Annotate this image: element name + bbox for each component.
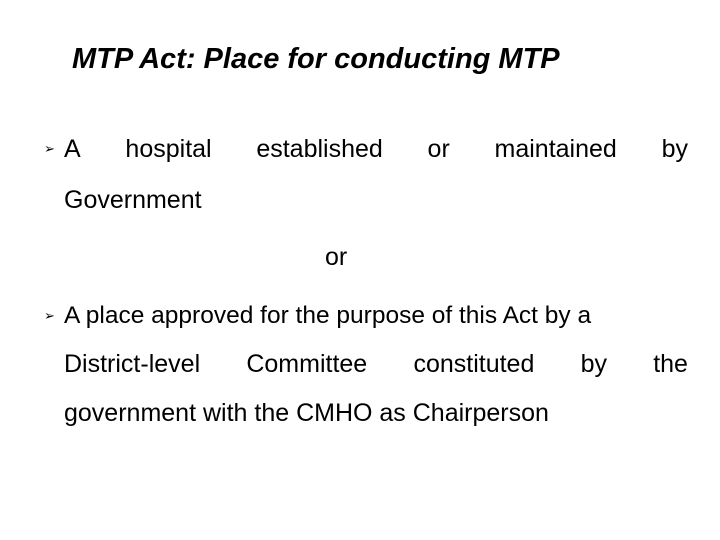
bullet-1-word: or: [427, 135, 450, 163]
bullet-arrow-icon: ➢: [44, 141, 55, 156]
bullet-1-word: by: [661, 135, 688, 163]
bullet-2-line-3: government with the CMHO as Chairperson: [64, 399, 549, 427]
bullet-1-line-1: [64, 134, 688, 164]
bullet-2-word: the: [653, 350, 688, 378]
bullet-1-word: hospital: [125, 135, 212, 163]
bullet-arrow-icon: ➢: [44, 308, 55, 323]
bullet-2-word: Committee: [246, 350, 368, 378]
slide-title: MTP Act: Place for conducting MTP: [72, 43, 560, 75]
bullet-2-word: by: [580, 350, 607, 378]
bullet-1-word: maintained: [494, 135, 617, 163]
bullet-2-word: constituted: [413, 350, 535, 378]
bullet-1-line-2: Government: [64, 186, 202, 214]
bullet-1-word: A: [64, 135, 81, 163]
bullet-1-word: established: [256, 135, 383, 163]
bullet-2-word: District-level: [64, 350, 201, 378]
bullet-2-line-2: [64, 349, 688, 379]
bullet-2-line-1: A place approved for the purpose of this Act by a: [64, 302, 592, 329]
separator-or: or: [325, 243, 348, 271]
